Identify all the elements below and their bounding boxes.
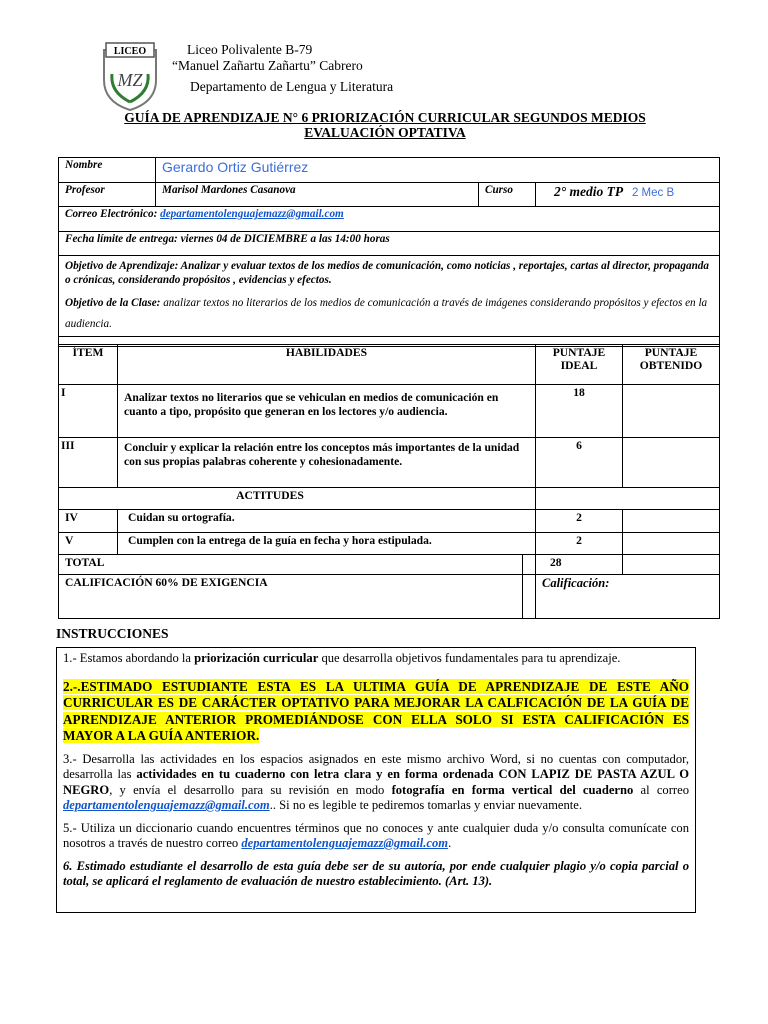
header-puntaje-obtenido: PUNTAJE OBTENIDO	[623, 345, 720, 385]
curso-value: 2° medio TP	[554, 184, 624, 199]
instruccion-2	[63, 679, 689, 745]
guide-title: GUÍA DE APRENDIZAJE N° 6 PRIORIZACIÓN CURRICULAR SEGUNDOS MEDIOS	[124, 110, 646, 125]
table-row	[59, 385, 720, 438]
table-row	[59, 438, 720, 488]
profesor-label: Profesor	[59, 183, 156, 207]
curso-handwritten: 2 Mec B	[631, 187, 675, 199]
table-row	[59, 510, 720, 533]
row-ideal: 18	[536, 385, 623, 438]
correo-label: Correo Electrónico:	[65, 208, 158, 220]
row-obtenido[interactable]	[623, 385, 720, 438]
calificacion-field[interactable]: Calificación:	[536, 575, 720, 619]
correo-link[interactable]: departamentolenguajemazz@gmail.com	[160, 208, 344, 220]
profesor-value: Marisol Mardones Casanova	[156, 183, 479, 207]
row-ideal: 6	[536, 438, 623, 488]
actitudes-header: ACTITUDES	[59, 488, 536, 510]
nombre-value: Gerardo Ortiz Gutiérrez	[162, 159, 309, 175]
objetivo-aprendizaje: Objetivo de Aprendizaje: Analizar y evaluar textos de los medios de comunicación, como noticias , reportajes, cartas al director, propaganda o crónicas, considerando propósitos , evidencias y efectos.	[65, 260, 709, 286]
header-item: ÍTEM	[59, 345, 118, 385]
row-item: III	[59, 438, 118, 488]
instrucciones-box	[56, 647, 696, 913]
guide-subtitle: EVALUACIÓN OPTATIVA	[304, 125, 466, 140]
row-actitud: Cumplen con la entrega de la guía en fecha y hora estipulada.	[118, 533, 536, 555]
row-habilidad: Analizar textos no literarios que se vehiculan en medios de comunicación en cuanto a tipo, propósito que generan en los lectores y/o audiencia.	[118, 385, 536, 438]
instruccion-3: 3.- Desarrolla las actividades en los espacios asignados en este mismo archivo Word, si no cuentas con computador, desarrolla las actividades en tu cuaderno con letra clara y en forma ordenada CON LAPIZ DE PASTA AZUL O NEGRO, y envía el desarrollo para su revisión en modo fotografía en forma vertical del cuaderno al correo departamentolenguajemazz@gmail.com.. Si no es legible te pediremos tomarlas y enviar nuevamente.	[63, 751, 690, 812]
student-info-table	[58, 157, 720, 347]
correo-row	[59, 207, 720, 232]
objetivo-clase-value: analizar textos no literarios de los medios de comunicación a través de imágenes considerando propósitos y efectos en la audiencia.	[65, 297, 708, 330]
school-patron: “Manuel Zañartu Zañartu” Cabrero	[172, 58, 363, 73]
instruccion-6: 6. Estimado estudiante el desarrollo de esta guía debe ser de su autoría, por ende cualquier plagio y/o copia parcial o total, se aplicará el reglamento de evaluación de nuestro establecimiento. (Art. 13).	[63, 858, 689, 888]
fecha-limite: Fecha límite de entrega: viernes 04 de DICIEMBRE a las 14:00 horas	[59, 232, 720, 256]
instrucciones-heading: INSTRUCCIONES	[56, 626, 169, 641]
curso-field[interactable]	[536, 183, 720, 207]
instruccion-5: 5.- Utiliza un diccionario cuando encuentres términos que no conoces y ante cualquier duda y/o consulta comunícate con nosotros a través de nuestro correo departamentolenguajemazz@gmail.com.	[63, 820, 689, 850]
scores-table	[58, 344, 720, 619]
row-item: I	[59, 385, 118, 438]
department-name: Departamento de Lengua y Literatura	[190, 79, 394, 94]
row-ideal: 2	[536, 533, 623, 555]
objetivos-cell	[59, 256, 720, 337]
table-row	[59, 533, 720, 555]
row-obtenido[interactable]	[623, 533, 720, 555]
nombre-field[interactable]	[156, 158, 720, 183]
crest-label: LICEO	[113, 46, 147, 57]
instruccion-1: 1.- Estamos abordando la priorización curricular que desarrolla objetivos fundamentales para tu aprendizaje.	[63, 651, 621, 665]
row-ideal: 2	[536, 510, 623, 533]
nombre-label: Nombre	[59, 158, 156, 183]
objetivo-clase-label: Objetivo de la Clase:	[65, 297, 161, 309]
school-name: Liceo Polivalente B-79	[187, 42, 313, 57]
header-puntaje-ideal: PUNTAJE IDEAL	[536, 345, 623, 385]
total-label: TOTAL	[59, 555, 523, 575]
row-obtenido[interactable]	[623, 438, 720, 488]
row-actitud: Cuidan su ortografía.	[118, 510, 536, 533]
total-obtenido[interactable]	[623, 555, 720, 575]
curso-label: Curso	[479, 183, 536, 207]
row-habilidad: Concluir y explicar la relación entre los conceptos más importantes de la unidad con sus propias palabras coherente y cohesionadamente.	[118, 438, 536, 488]
row-item: V	[59, 533, 118, 555]
school-crest-logo	[100, 40, 160, 112]
row-obtenido[interactable]	[623, 510, 720, 533]
crest-monogram: MZ	[117, 70, 143, 90]
calificacion-label: CALIFICACIÓN 60% DE EXIGENCIA	[59, 575, 523, 619]
row-item: IV	[59, 510, 118, 533]
total-value: 28	[536, 555, 623, 575]
highlighted-notice: 2.-.ESTIMADO ESTUDIANTE ESTA ES LA ULTIMA GUÍA DE APRENDIZAJE DE ESTE AÑO CURRICULAR ES DE CARÁCTER OPTATIVO PARA MEJORAR LA CALFICACIÓN DE LA GUÍA DE APRENDIZAJE ANTERIOR PROMEDIÁNDOSE CON ELLA SOLO SI ESTA CALIFICACIÓN ES MAYOR A LA GUÍA ANTERIOR.	[63, 678, 689, 743]
header-habilidades: HABILIDADES	[118, 345, 536, 385]
email-link[interactable]: departamentolenguajemazz@gmail.com	[241, 836, 449, 850]
email-link[interactable]: departamentolenguajemazz@gmail.com	[63, 798, 270, 812]
